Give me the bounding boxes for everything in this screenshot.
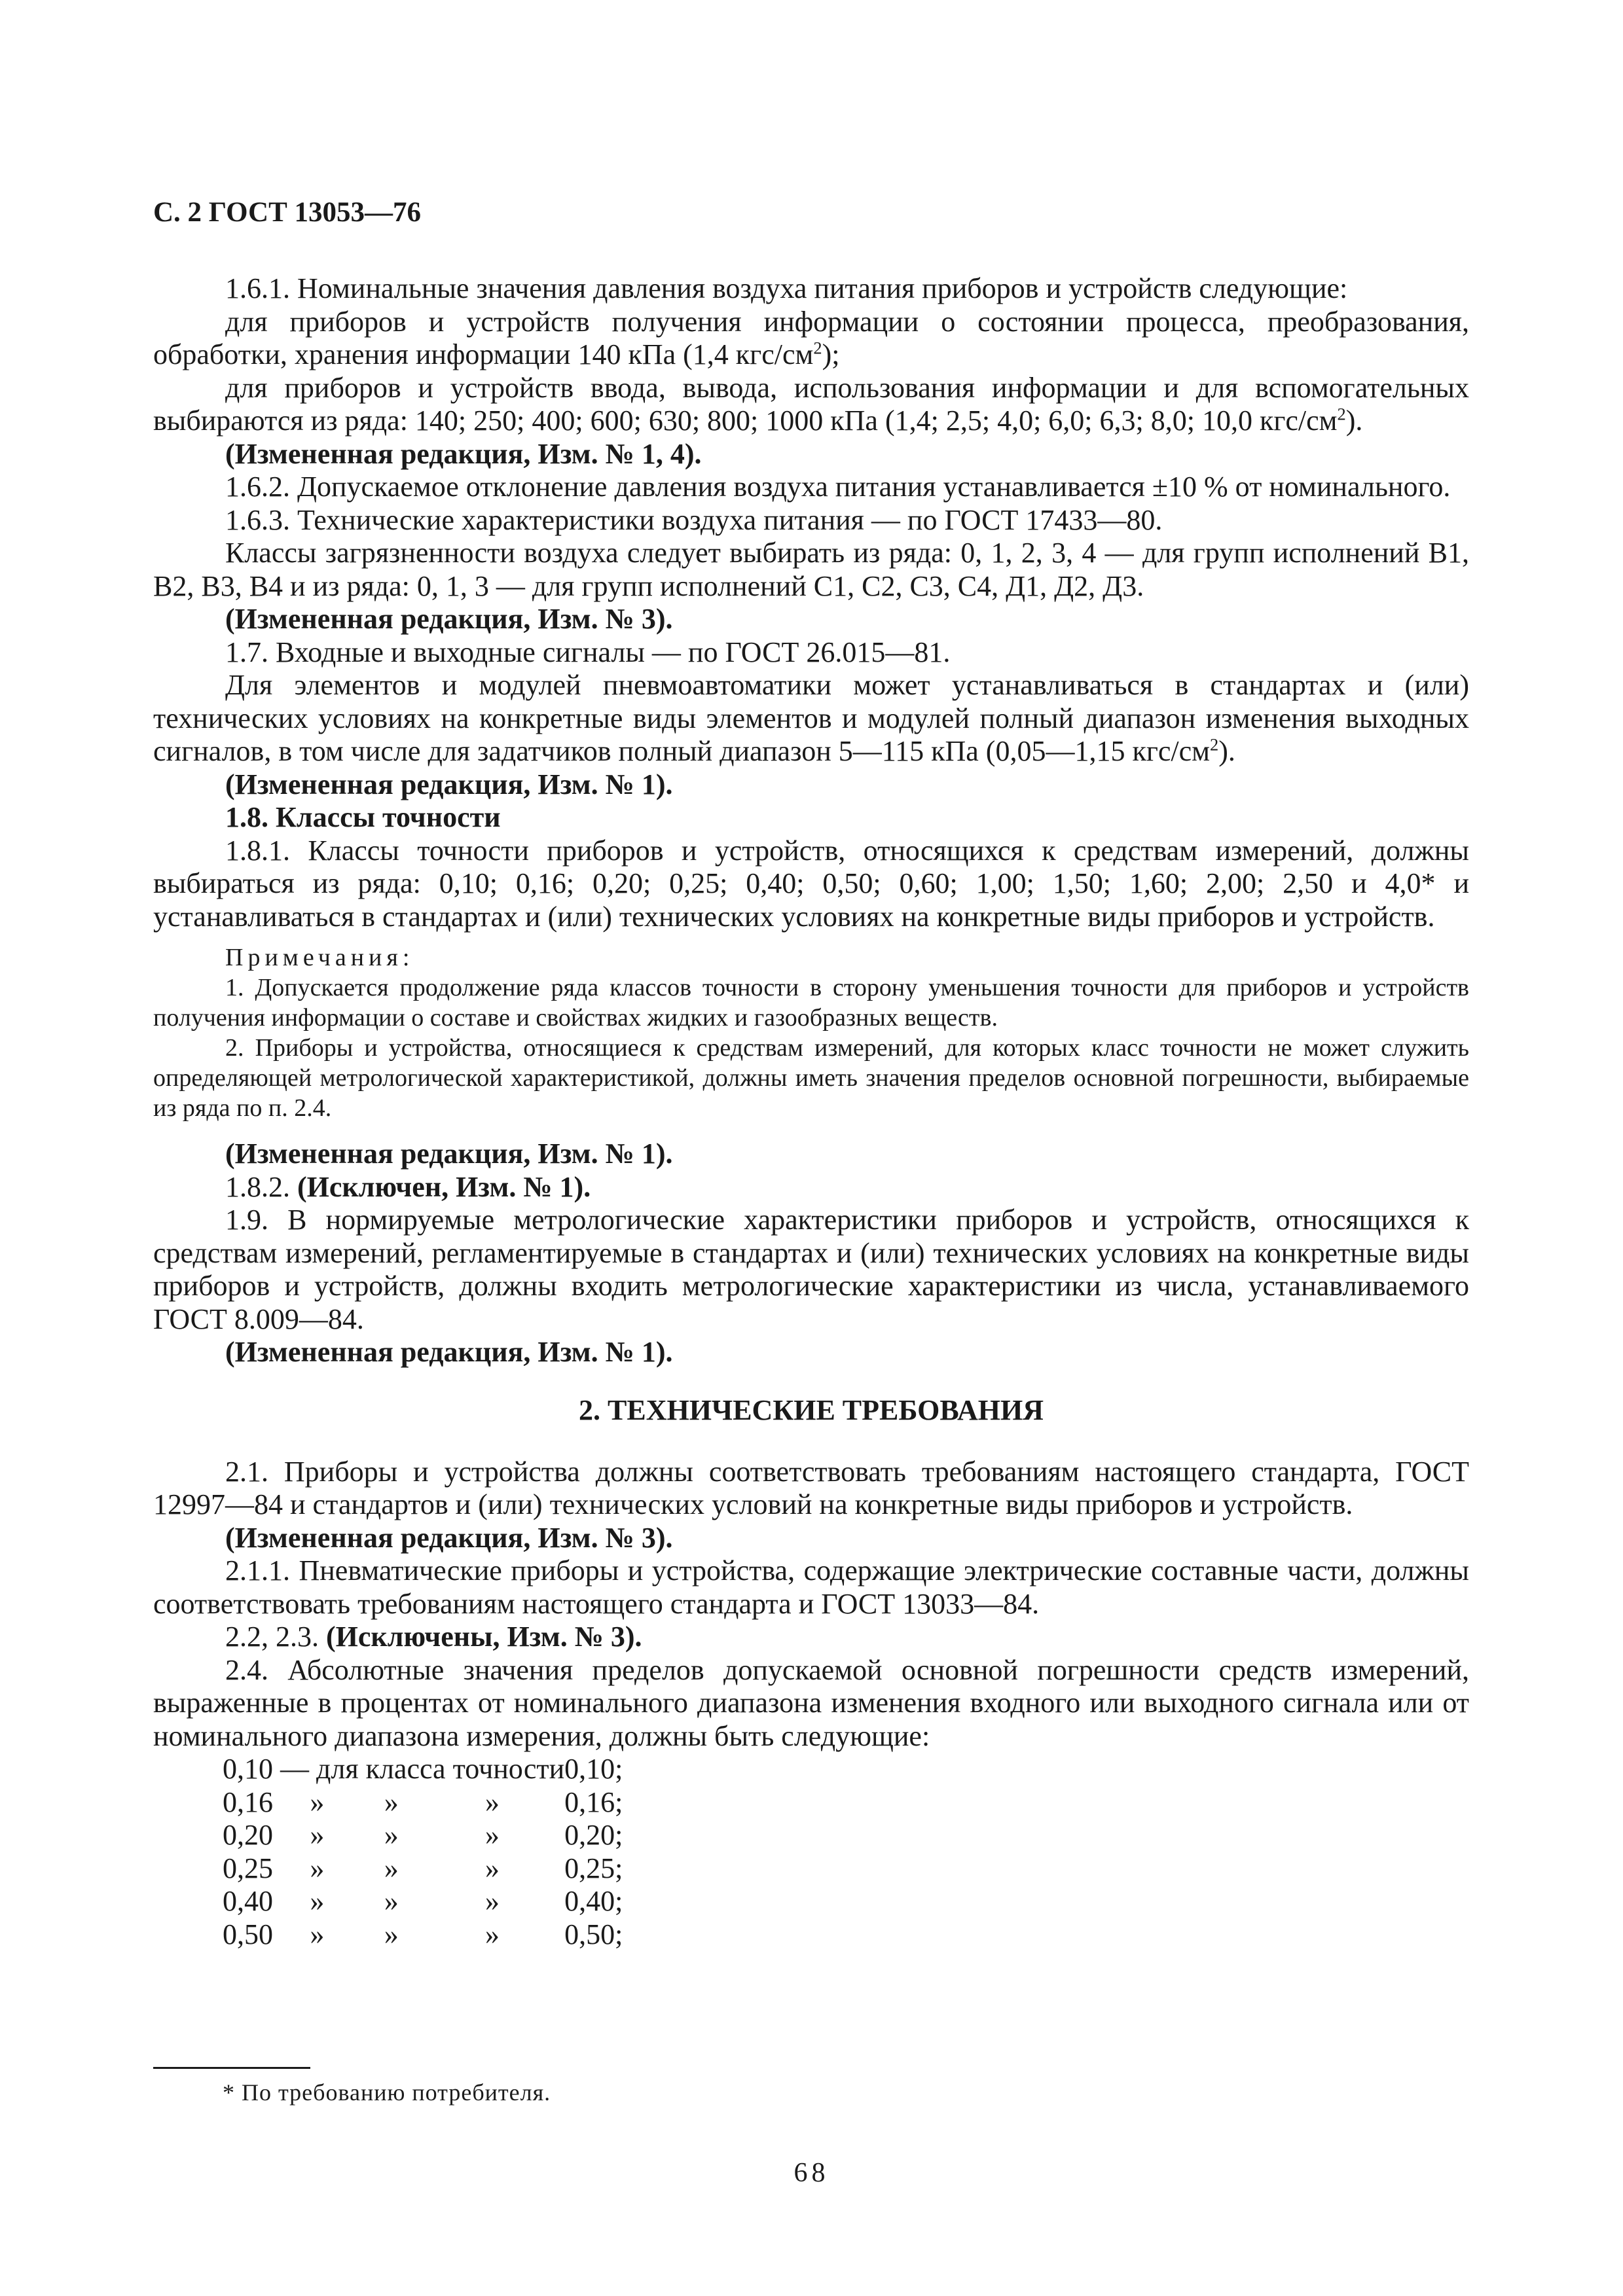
excluded-note: (Исключены, Изм. № 3). (326, 1621, 642, 1653)
list-item (223, 1852, 623, 1886)
para-1-6-2: 1.6.2. Допускаемое отклонение давления воздуха питания устанавливается ±10 % от номинального. (225, 471, 1451, 503)
para-2-1-1: 2.1.1. Пневматические приборы и устройства, содержащие электрические составные части, должны соответствовать требованиям настоящего стандарта и ГОСТ 13033—84. (153, 1554, 1469, 1620)
para-1-8-2 (153, 1171, 1469, 1204)
text-span: 2.2, 2.3. (225, 1621, 326, 1653)
revision-note: (Измененная редакция, Изм. № 1). (225, 768, 673, 800)
ditto-mark: » (484, 1852, 500, 1884)
ditto-mark: » (310, 1918, 325, 1950)
text-span: ). (1218, 735, 1235, 767)
notes-heading: Примечания: (225, 944, 414, 971)
text-span: для приборов и устройств получения информации о состоянии процесса, преобразования, обработки, хранения информации 140 кПа (1,4 кгс/см (153, 305, 1469, 370)
section-heading-2: 2. ТЕХНИЧЕСКИЕ ТРЕБОВАНИЯ (579, 1393, 1044, 1426)
list-cell: 0,25 (223, 1852, 273, 1884)
list-item (223, 1819, 623, 1852)
text-span: Для элементов и модулей пневмоавтоматики может устанавливаться в стандартах и (или) технических условиях на конкретные виды элементов и модулей полный диапазон изменения выходных сигналов, в том числе для задатчиков полный диапазон 5—115 кПа (0,05—1,15 кгс/см (153, 669, 1469, 767)
ditto-mark: » (384, 1852, 399, 1884)
ditto-mark: » (484, 1819, 500, 1851)
para-2-2-2-3 (153, 1621, 1469, 1654)
ditto-mark: » (484, 1918, 500, 1950)
text-span: 1.8.2. (225, 1170, 297, 1203)
ditto-mark: » (310, 1819, 325, 1851)
ditto-mark: » (384, 1885, 399, 1917)
text-span: ); (822, 338, 840, 370)
superscript: 2 (1210, 734, 1219, 755)
running-header: С. 2 ГОСТ 13053—76 (153, 197, 422, 228)
superscript: 2 (813, 338, 822, 358)
superscript: 2 (1337, 404, 1346, 424)
ditto-mark: » (310, 1852, 325, 1884)
list-cell: 0,40 (223, 1885, 273, 1917)
list-cell: 0,20; (564, 1819, 623, 1851)
para-2-4: 2.4. Абсолютные значения пределов допускаемой основной погрешности средств измерений, выраженные в процентах от номинального диапазона изменения входного или выходного сигнала или от номинального диапазона измерения, должны быть следующие: (153, 1653, 1469, 1752)
ditto-mark: » (384, 1785, 399, 1818)
ditto-mark: » (384, 1918, 399, 1950)
list-cell: 0,16 (223, 1785, 273, 1818)
ditto-mark: » (384, 1819, 399, 1851)
revision-note: (Измененная редакция, Изм. № 1). (225, 1138, 673, 1170)
revision-note: (Измененная редакция, Изм. № 3). (225, 603, 673, 635)
list-item (223, 1753, 623, 1786)
list-cell: 0,16; (564, 1785, 623, 1818)
spacer (153, 1123, 1469, 1138)
revision-note: (Измененная редакция, Изм. № 3). (225, 1521, 673, 1554)
list-cell: 0,20 (223, 1819, 273, 1851)
para-info-devices (153, 306, 1469, 372)
para-air-classes: Классы загрязненности воздуха следует выбирать из ряда: 0, 1, 2, 3, 4 — для групп исполнений В1, В2, В3, В4 и из ряда: 0, 1, 3 — для групп исполнений С1, С2, С3, С4, Д1, Д2, Д3. (153, 537, 1469, 602)
document-body (153, 272, 1469, 1951)
footnote: * По требованию потребителя. (223, 2079, 551, 2106)
para-1-6-1: 1.6.1. Номинальные значения давления воздуха питания приборов и устройств следующие: (225, 272, 1348, 304)
revision-note: (Измененная редакция, Изм. № 1). (225, 1336, 673, 1368)
para-io-devices (153, 372, 1469, 438)
list-item (223, 1918, 623, 1952)
text-span: для приборов и устройств ввода, вывода, использования информации и для вспомогательных выбираются из ряда: 140; 250; 400; 600; 630; 800; 1000 кПа (1,4; 2,5; 4,0; 6,0; 6,3; 8,0; 10,0 кгс/см (153, 371, 1469, 437)
accuracy-class-list (223, 1753, 623, 1951)
excluded-note: (Исключен, Изм. № 1). (297, 1170, 591, 1203)
para-1-7: 1.7. Входные и выходные сигналы — по ГОСТ 26.015—81. (225, 636, 951, 668)
para-1-6-3: 1.6.3. Технические характеристики воздуха питания — по ГОСТ 17433—80. (225, 503, 1163, 536)
list-cell: 0,50; (564, 1918, 623, 1950)
para-1-8-1: 1.8.1. Классы точности приборов и устройств, относящихся к средствам измерений, должны выбираться из ряда: 0,10; 0,16; 0,20; 0,25; 0,40; 0,50; 0,60; 1,00; 1,50; 1,60; 2,00; 2,50 и 4,0* и устанавливаться в стандартах и (или) технических условиях на конкретные виды приборов и устройств. (153, 834, 1469, 933)
revision-note: (Измененная редакция, Изм. № 1, 4). (225, 437, 702, 470)
note-1: 1. Допускается продолжение ряда классов точности в сторону уменьшения точности для приборов и устройств получения информации о составе и свойствах жидких и газообразных веществ. (153, 974, 1469, 1031)
list-cell: 0,50 (223, 1918, 273, 1950)
subsection-heading-1-8: 1.8. Классы точности (225, 801, 501, 833)
ditto-mark: » (310, 1785, 325, 1818)
list-cell: 0,10; (564, 1753, 623, 1785)
list-cell: 0,25; (564, 1852, 623, 1884)
ditto-mark: » (310, 1885, 325, 1917)
list-item (223, 1786, 623, 1820)
ditto-mark: » (484, 1885, 500, 1917)
text-span: ). (1345, 404, 1363, 437)
footnote-divider (153, 2067, 310, 2069)
list-cell: 0,10 — для класса точности (223, 1753, 565, 1785)
para-pneumo-modules (153, 669, 1469, 768)
para-1-9: 1.9. В нормируемые метрологические характеристики приборов и устройств, относящихся к средствам измерений, регламентируемые в стандартах и (или) технических условиях на конкретные виды приборов и устройств, должны входить метрологические характеристики из числа, устанавливаемого ГОСТ 8.009—84. (153, 1204, 1469, 1335)
list-item (223, 1885, 623, 1918)
note-2: 2. Приборы и устройства, относящиеся к средствам измерений, для которых класс точности не может служить определяющей метрологической характеристикой, должны иметь значения пределов основной погрешности, выбираемые из ряда по п. 2.4. (153, 1034, 1469, 1122)
page-number: 68 (793, 2158, 830, 2188)
para-2-1: 2.1. Приборы и устройства должны соответствовать требованиям настоящего стандарта, ГОСТ 12997—84 и стандартов и (или) технических условий на конкретные виды приборов и устройств. (153, 1455, 1469, 1520)
ditto-mark: » (484, 1785, 500, 1818)
list-cell: 0,40; (564, 1885, 623, 1917)
